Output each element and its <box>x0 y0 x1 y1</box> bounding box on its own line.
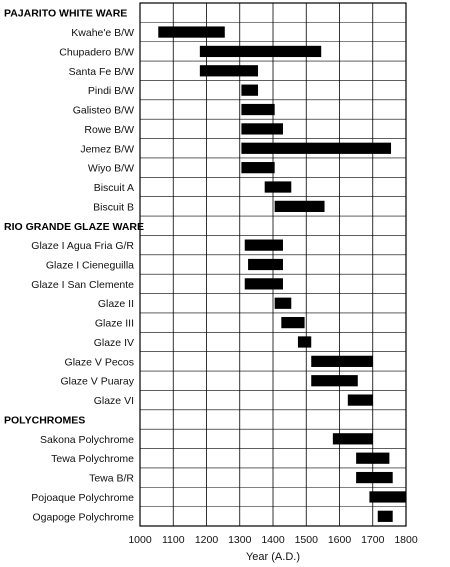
row-label: Pojoaque Polychrome <box>31 491 134 504</box>
range-bar <box>241 143 391 154</box>
x-tick-label: 1500 <box>294 534 318 546</box>
row-label: Sakona Polychrome <box>40 433 134 446</box>
row-label: Glaze IV <box>93 336 134 349</box>
range-bar <box>248 259 283 270</box>
row-label: Wiyo B/W <box>87 162 134 175</box>
x-tick-label: 1400 <box>261 534 285 546</box>
x-tick-label: 1700 <box>361 534 385 546</box>
range-bar <box>265 181 292 192</box>
x-tick-label: 1600 <box>327 534 352 546</box>
row-label: Kwahe'e B/W <box>71 27 134 40</box>
range-bar <box>200 46 321 57</box>
row-label: Glaze VI <box>93 395 134 408</box>
range-bar <box>158 26 225 37</box>
x-axis-label: Year (A.D.) <box>245 551 301 563</box>
row-label: Glaze V Puaray <box>60 375 134 388</box>
row-label: Biscuit B <box>93 201 134 214</box>
row-label: Jemez B/W <box>80 143 134 156</box>
range-bar <box>275 201 325 212</box>
row-label: Glaze I Agua Fria G/R <box>31 240 134 253</box>
x-tick-label: 1300 <box>228 534 252 546</box>
row-label: Glaze I San Clemente <box>31 278 134 291</box>
group-header: RIO GRANDE GLAZE WARE <box>4 220 145 233</box>
row-label: Pindi B/W <box>87 85 134 98</box>
range-bar <box>241 123 283 134</box>
range-bar <box>241 85 258 96</box>
range-bar <box>241 162 274 173</box>
x-tick-label: 1200 <box>194 534 219 546</box>
row-label: Rowe B/W <box>84 123 134 136</box>
range-bar <box>356 472 393 483</box>
range-bar <box>245 278 283 289</box>
row-label: Glaze I Cieneguilla <box>45 259 134 272</box>
row-label: Ogapoge Polychrome <box>32 511 134 524</box>
row-label: Tewa B/R <box>89 472 134 485</box>
group-header: PAJARITO WHITE WARE <box>4 7 128 20</box>
range-bar <box>348 394 373 405</box>
row-labels <box>4 8 144 524</box>
x-axis-ticks <box>128 534 418 546</box>
row-label: Galisteo B/W <box>72 104 134 117</box>
x-tick-label: 1100 <box>161 534 185 546</box>
range-bar <box>378 511 393 522</box>
range-bar <box>311 375 358 386</box>
row-label: Glaze III <box>94 317 134 330</box>
range-bar <box>281 317 304 328</box>
row-label: Biscuit A <box>93 182 134 195</box>
x-tick-label: 1800 <box>394 534 418 546</box>
range-bar <box>369 491 406 502</box>
range-bar <box>311 356 373 367</box>
range-bar <box>241 104 274 115</box>
row-label: Chupadero B/W <box>59 46 134 59</box>
range-bar <box>298 336 311 347</box>
row-label: Glaze II <box>97 298 134 311</box>
row-label: Tewa Polychrome <box>51 453 134 466</box>
row-label: Santa Fe B/W <box>68 65 134 78</box>
group-header: POLYCHROMES <box>4 414 86 427</box>
row-label: Glaze V Pecos <box>64 356 134 369</box>
range-bar <box>245 240 283 251</box>
range-bar <box>275 298 292 309</box>
x-tick-label: 1000 <box>128 534 152 546</box>
range-bar <box>356 453 389 464</box>
range-bar <box>200 65 258 76</box>
range-bar <box>333 433 373 444</box>
